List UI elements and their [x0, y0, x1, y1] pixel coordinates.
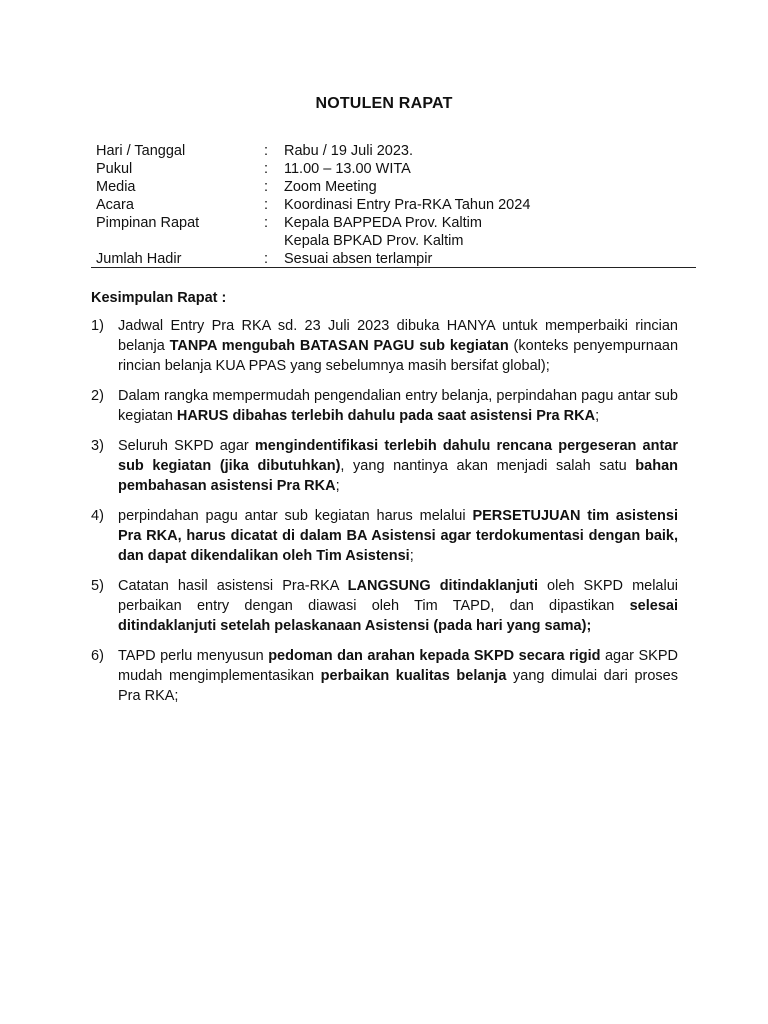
item-text	[118, 646, 678, 706]
item-number: 5)	[91, 578, 104, 594]
body-text: perpindahan pagu antar sub kegiatan harus melalui	[118, 508, 473, 524]
item-text	[118, 316, 678, 376]
emphasis-text: selesai ditindaklanjuti setelah pelaskanaan Asistensi (pada hari yang sama);	[118, 598, 678, 634]
section-divider	[91, 267, 696, 268]
body-text: agar SKPD mudah mengimplementasikan	[118, 648, 678, 684]
body-text: ;	[595, 408, 600, 424]
body-text: (konteks penyempurnaan rincian belanja KUA PPAS yang sebelumnya masih bersifat global);	[118, 338, 679, 374]
info-label: Media	[96, 179, 136, 195]
emphasis-text: bahan pembahasan asistensi Pra RKA	[118, 458, 678, 494]
emphasis-text: pedoman dan arahan kepada SKPD secara rigid	[268, 648, 601, 664]
info-value: Zoom Meeting	[284, 179, 377, 195]
info-value: Sesuai absen terlampir	[284, 251, 433, 267]
item-number: 3)	[91, 438, 104, 454]
body-text: Catatan hasil asistensi Pra-RKA	[118, 578, 348, 594]
info-label	[96, 232, 264, 250]
info-row-attendance	[96, 250, 696, 268]
info-value: Rabu / 19 Juli 2023.	[284, 143, 413, 159]
emphasis-text: TANPA mengubah BATASAN PAGU sub kegiatan	[169, 338, 509, 354]
list-item	[91, 436, 678, 496]
info-colon: :	[264, 215, 269, 231]
conclusion-heading: Kesimpulan Rapat :	[91, 290, 227, 306]
item-text	[118, 506, 678, 566]
item-number: 6)	[91, 648, 104, 664]
info-colon: :	[264, 251, 269, 267]
info-label: Acara	[96, 197, 134, 213]
body-text: , yang nantinya akan menjadi salah satu	[340, 458, 636, 474]
info-row-date	[96, 142, 696, 160]
info-colon: :	[264, 161, 269, 177]
body-text: ;	[335, 478, 340, 494]
info-row-chair	[96, 214, 696, 232]
info-row-media	[96, 178, 696, 196]
body-text: oleh SKPD melalui perbaikan entry dengan diawasi oleh Tim TAPD, dan dipastikan	[118, 578, 678, 614]
emphasis-text: HARUS dibahas terlebih dahulu pada saat asistensi Pra RKA	[176, 408, 596, 424]
body-text: yang dimulai dari proses Pra RKA;	[118, 668, 678, 704]
info-colon: :	[264, 179, 269, 195]
document-title: NOTULEN RAPAT	[315, 95, 453, 112]
item-text	[118, 436, 678, 496]
info-row-agenda	[96, 196, 696, 214]
info-colon: :	[264, 143, 269, 159]
body-text: Jadwal Entry Pra RKA sd. 23 Juli 2023 dibuka HANYA untuk memperbaiki rincian belanja	[118, 318, 678, 354]
conclusion-list	[91, 316, 678, 716]
list-item	[91, 506, 678, 566]
list-item	[91, 386, 678, 426]
emphasis-text: LANGSUNG ditindaklanjuti	[347, 578, 538, 594]
info-colon	[264, 232, 284, 250]
item-text	[118, 576, 678, 636]
info-label: Jumlah Hadir	[96, 251, 182, 267]
info-colon: :	[264, 197, 269, 213]
item-text	[118, 386, 678, 426]
info-value: Kepala BAPPEDA Prov. Kaltim	[284, 215, 482, 231]
meeting-info	[96, 142, 696, 268]
info-label: Pimpinan Rapat	[96, 215, 200, 231]
body-text: Dalam rangka mempermudah pengendalian entry belanja, perpindahan pagu antar sub kegiatan	[118, 388, 678, 424]
body-text: Seluruh SKPD agar	[118, 438, 255, 454]
emphasis-text: PERSETUJUAN tim asistensi Pra RKA, harus dicatat di dalam BA Asistensi agar terdokumentasi dengan baik, dan dapat dikendalikan oleh Tim Asistensi	[118, 508, 678, 564]
emphasis-text: mengindentifikasi terlebih dahulu rencana pergeseran antar sub kegiatan (jika dibutuhkan)	[118, 438, 678, 474]
info-row-time	[96, 160, 696, 178]
item-number: 1)	[91, 318, 104, 334]
list-item	[91, 646, 678, 706]
body-text: TAPD perlu menyusun	[118, 648, 269, 664]
item-number: 4)	[91, 508, 104, 524]
info-value: 11.00 – 13.00 WITA	[284, 161, 411, 177]
emphasis-text: perbaikan kualitas belanja	[320, 668, 507, 684]
info-row-chair-2	[96, 232, 696, 250]
info-label: Hari / Tanggal	[96, 143, 186, 159]
info-value: Koordinasi Entry Pra-RKA Tahun 2024	[284, 197, 531, 213]
info-value: Kepala BPKAD Prov. Kaltim	[284, 233, 464, 249]
body-text: ;	[409, 548, 414, 564]
info-label: Pukul	[96, 161, 133, 177]
item-number: 2)	[91, 388, 104, 404]
list-item	[91, 576, 678, 636]
list-item	[91, 316, 678, 376]
